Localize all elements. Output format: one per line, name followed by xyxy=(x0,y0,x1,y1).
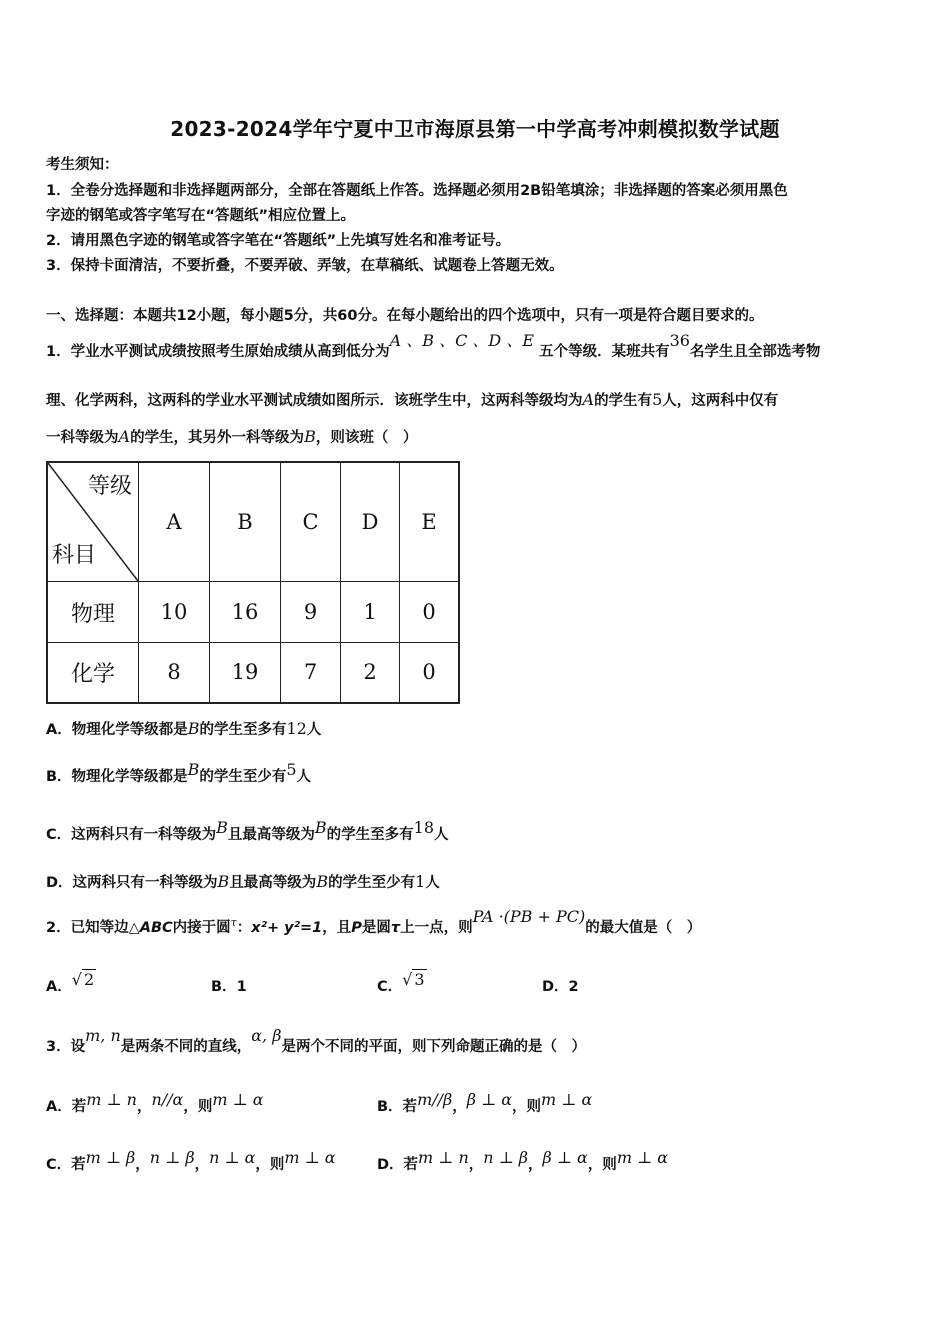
grade-table xyxy=(46,461,460,704)
table-header-row xyxy=(47,462,459,582)
q2-option-c: C．√ 3 xyxy=(377,970,425,995)
row-label: 化学 xyxy=(47,643,139,703)
question-1-line-3: 一科等级为A的学生，其另外一科等级为B，则该班（ ） xyxy=(46,427,418,446)
q1-option-a: A．物理化学等级都是B的学生至多有12人 xyxy=(46,719,322,738)
sqrt-symbol: √ 2 xyxy=(71,970,95,989)
table-cell: 10 xyxy=(139,582,210,643)
row-label: 物理 xyxy=(47,582,139,643)
q3-option-c: C．若m ⊥ β，n ⊥ β，n ⊥ α，则m ⊥ α xyxy=(46,1148,336,1173)
table-cell: 0 xyxy=(400,582,460,643)
notice-item: 3．保持卡面清洁，不要折叠，不要弄破、弄皱，在草稿纸、试题卷上答题无效。 xyxy=(46,258,564,274)
table-cell: 2 xyxy=(341,643,400,703)
question-1-line-1: 1．学业水平测试成绩按照考生原始成绩从高到低分为A 、B 、C 、D 、E 五个等级．某班共有36名学生且全部选考物 xyxy=(46,331,821,360)
q3-option-d: D．若m ⊥ n，n ⊥ β，β ⊥ α，则m ⊥ α xyxy=(377,1148,669,1173)
column-header: D xyxy=(341,462,400,582)
notice-item: 字迹的钢笔或答字笔写在“答题纸”相应位置上。 xyxy=(46,208,356,224)
q3-option-a: A．若m ⊥ n，n//α，则m ⊥ α xyxy=(46,1090,264,1115)
table-cell: 1 xyxy=(341,582,400,643)
q1-option-d: D．这两科只有一科等级为B且最高等级为B的学生至少有1人 xyxy=(46,872,440,891)
section-heading: 一、选择题：本题共12小题，每小题5分，共60分。在每小题给出的四个选项中，只有一项是符合题目要求的。 xyxy=(46,308,764,324)
q2-option-d: D．2 xyxy=(542,979,579,995)
header-grade-label: 等级 xyxy=(87,474,132,499)
q1-option-c: C．这两科只有一科等级为B且最高等级为B的学生至多有18人 xyxy=(46,818,449,843)
notice-heading: 考生须知： xyxy=(46,157,119,173)
question-1-line-2: 理、化学两科，这两科的学业水平测试成绩如图所示．该班学生中，这两科等级均为A的学生有5人，这两科中仅有 xyxy=(46,390,779,409)
grade-letters: A 、B 、C 、D 、E xyxy=(389,331,535,350)
table-row xyxy=(47,643,459,703)
table-cell: 7 xyxy=(281,643,341,703)
vector-expression: PA ·(PB + PC) xyxy=(472,907,586,926)
table-cell: 16 xyxy=(210,582,281,643)
q3-option-b: B．若m//β，β ⊥ α，则m ⊥ α xyxy=(377,1090,593,1115)
q1-option-b: B．物理化学等级都是B的学生至少有5人 xyxy=(46,760,312,785)
column-header: B xyxy=(210,462,281,582)
table-cell: 8 xyxy=(139,643,210,703)
header-subject-label: 科目 xyxy=(52,543,97,568)
table-diagonal-header xyxy=(47,462,139,582)
notice-item: 2．请用黑色字迹的钢笔或答字笔在“答题纸”上先填写姓名和准考证号。 xyxy=(46,233,511,249)
table-cell: 0 xyxy=(400,643,460,703)
column-header: A xyxy=(139,462,210,582)
table-cell: 19 xyxy=(210,643,281,703)
sqrt-symbol: √ 3 xyxy=(402,970,425,989)
page-title: 2023-2024学年宁夏中卫市海原县第一中学高考冲刺模拟数学试题 xyxy=(170,117,780,141)
q2-option-b: B．1 xyxy=(211,979,247,995)
column-header: C xyxy=(281,462,341,582)
table-row xyxy=(47,582,459,643)
column-header: E xyxy=(400,462,460,582)
q2-option-a: A．√ 2 xyxy=(46,970,95,995)
student-count: 36 xyxy=(669,331,690,350)
question-3: 3．设m, n是两条不同的直线，α, β是两个不同的平面，则下列命题正确的是（ ） xyxy=(46,1026,586,1055)
table-cell: 9 xyxy=(281,582,341,643)
notice-item: 1．全卷分选择题和非选择题两部分，全部在答题纸上作答。选择题必须用2B铅笔填涂；非选择题的答案必须用黑色 xyxy=(46,183,788,199)
question-2: 2．已知等边△ABC内接于圆$^\tau$：x²+ y²=1，且P是圆τ上一点，则PA ·(PB + PC)的最大值是（ ） xyxy=(46,907,702,936)
